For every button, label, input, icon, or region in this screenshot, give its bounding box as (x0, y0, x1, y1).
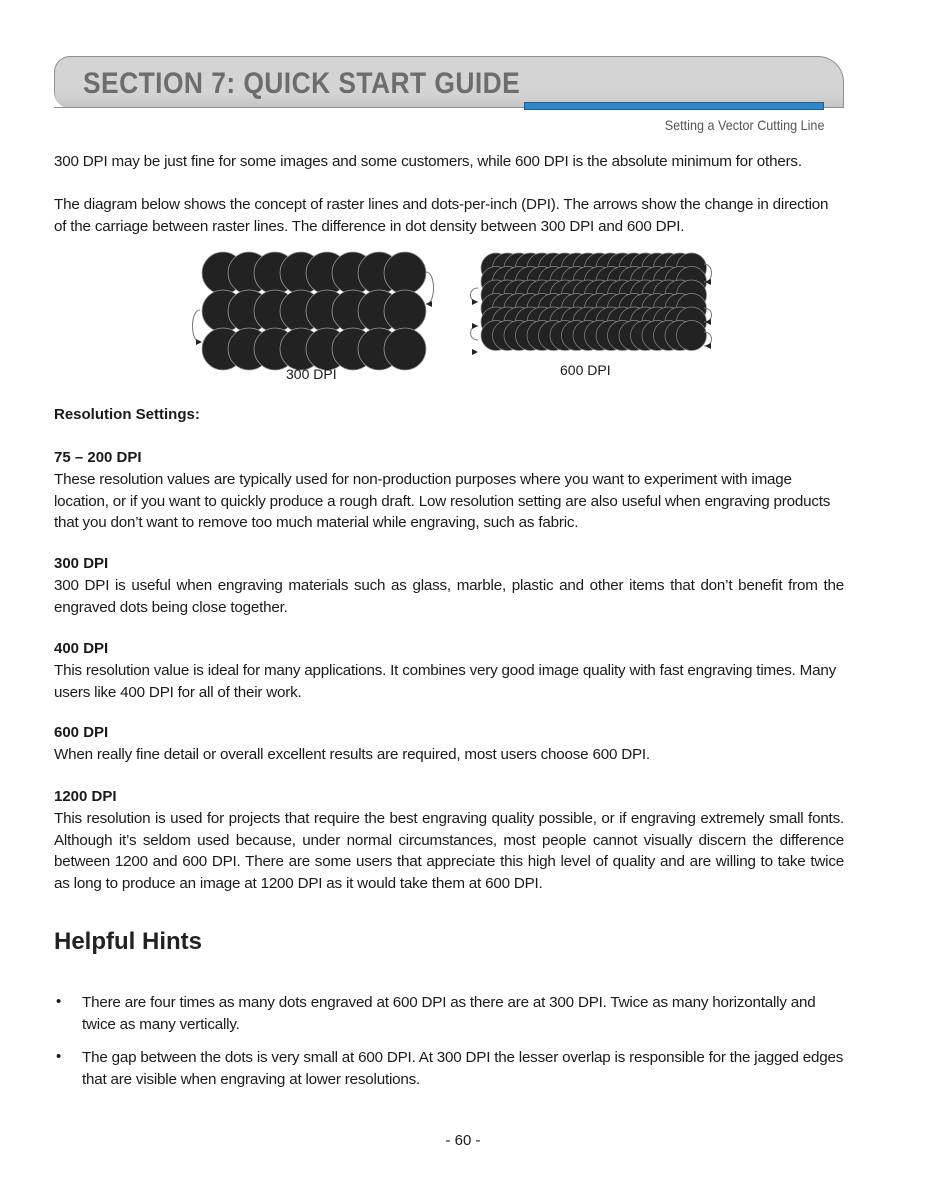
bullet-icon: • (56, 1048, 62, 1065)
label-300-dpi: 300 DPI (286, 366, 337, 382)
loop-arrow-icon (193, 310, 201, 342)
dpi-diagram (180, 244, 740, 389)
arrowhead-icon (705, 343, 711, 349)
dpi-diagram-svg (180, 244, 740, 389)
res-400-body: This resolution value is ideal for many applications. It combines very good image quality with fast engraving times. Many users like 400 DPI for all of their work. (54, 662, 836, 701)
dots-300-dpi (202, 252, 426, 370)
arrowhead-icon (472, 323, 478, 329)
dot-300 (384, 290, 426, 332)
res-600-title: 600 DPI (54, 724, 109, 741)
res-75-200-title: 75 – 200 DPI (54, 449, 142, 466)
page-number: - 60 - (445, 1132, 481, 1149)
dot-300 (384, 328, 426, 370)
bullet-icon: • (56, 993, 62, 1010)
intro-paragraph-1: 300 DPI may be just fine for some images and some customers, while 600 DPI is the absolute minimum for others. (54, 153, 802, 170)
loop-arrow-icon (426, 272, 434, 304)
res-400-title: 400 DPI (54, 640, 109, 657)
intro-paragraph-2: The diagram below shows the concept of raster lines and dots-per-inch (DPI). The arrows show the change in direction of the carriage between raster lines. The difference in dot density between 300 DPI and 600 DPI. (54, 196, 829, 235)
section-header-banner (54, 56, 844, 108)
res-75-200-body: These resolution values are typically used for non-production purposes where you want to experiment with image location, or if you want to quickly produce a rough draft. Low resolution setting are also useful when engraving products that you don’t want to remove too much material while engraving, such as fabric. (54, 471, 831, 531)
hint-item-2: The gap between the dots is very small at 600 DPI. At 300 DPI the lesser overlap is responsible for the jagged edges that are visible when engraving at lower resolutions. (82, 1049, 844, 1088)
arrowhead-icon (472, 299, 478, 305)
hint-item-1: There are four times as many dots engraved at 600 DPI as there are at 300 DPI. Twice as many horizontally and twice as many vertically. (82, 994, 816, 1033)
res-1200-title: 1200 DPI (54, 788, 117, 805)
res-1200-body: This resolution is used for projects that require the best engraving quality possible, or if engraving extremely small fonts. Although it’s seldom used because, under normal circumstances, most people cannot visually discern the difference between 1200 and 600 DPI. There are some users that appreciate this high level of quality and are willing to take twice as long to produce an image at 1200 DPI as it would take them at 600 DPI. (54, 810, 844, 892)
resolution-settings-heading: Resolution Settings: (54, 406, 200, 423)
loop-arrow-icon (471, 326, 479, 340)
section-title: SECTION 7: QUICK START GUIDE (83, 67, 521, 100)
page-subtitle: Setting a Vector Cutting Line (664, 117, 824, 133)
arrowhead-icon (196, 339, 202, 345)
res-300-body: 300 DPI is useful when engraving materials such as glass, marble, plastic and other items that don’t benefit from the engraved dots being close together. (54, 577, 844, 616)
arrowhead-icon (426, 301, 432, 307)
dots-600-dpi (481, 253, 707, 351)
arrowhead-icon (472, 349, 478, 355)
header-accent-bar (524, 102, 824, 110)
res-300-title: 300 DPI (54, 555, 109, 572)
res-600-body: When really fine detail or overall excellent results are required, most users choose 600 DPI. (54, 746, 650, 763)
dot-300 (384, 252, 426, 294)
helpful-hints-heading: Helpful Hints (54, 928, 202, 955)
label-600-dpi: 600 DPI (560, 362, 611, 378)
loop-arrow-icon (471, 288, 479, 302)
dot-600 (677, 321, 707, 351)
